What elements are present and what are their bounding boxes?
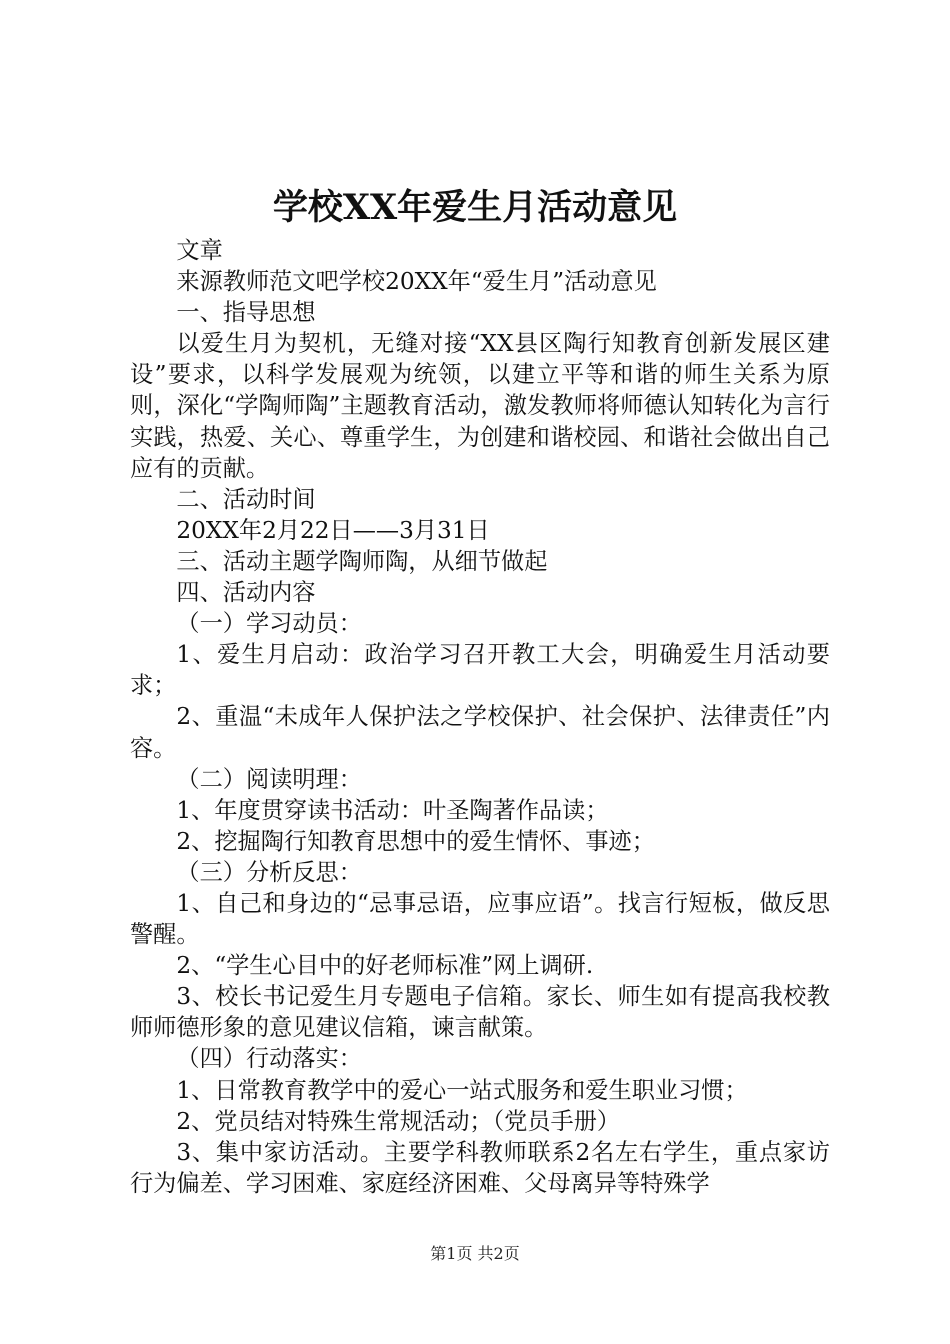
paragraph: 3、集中家访活动。主要学科教师联系2名左右学生，重点家访行为偏差、学习困难、家庭经济困难、父母离异等特殊学 bbox=[130, 1138, 830, 1197]
page-footer: 第1页 共2页 bbox=[430, 1244, 520, 1263]
paragraph: （三）分析反思： bbox=[176, 858, 362, 886]
paragraph: （二）阅读明理： bbox=[176, 765, 362, 793]
document-body bbox=[130, 235, 830, 1199]
paragraph: 四、活动内容 bbox=[176, 579, 316, 607]
paragraph: 来源教师范文吧学校20XX年“爱生月”活动意见 bbox=[176, 268, 657, 296]
paragraph: 文章 bbox=[176, 237, 223, 264]
paragraph: 1、爱生月启动：政治学习召开教工大会，明确爱生月活动要求； bbox=[130, 641, 830, 700]
paragraph: 20XX年2月22日——3月31日 bbox=[176, 516, 490, 544]
paragraph: 3、校长书记爱生月专题电子信箱。家长、师生如有提高我校教师师德形象的意见建议信箱，谏言献策。 bbox=[130, 983, 830, 1042]
paragraph: 2、挖掘陶行知教育思想中的爱生情怀、事迹； bbox=[176, 827, 655, 855]
paragraph: 1、年度贯穿读书活动：叶圣陶著作品读； bbox=[176, 796, 609, 824]
paragraph: 2、“学生心目中的好老师标准”网上调研. bbox=[176, 952, 594, 980]
document-title: 学校XX年爱生月活动意见 bbox=[272, 187, 678, 228]
paragraph: 一、指导思想 bbox=[176, 299, 316, 327]
paragraph: 三、活动主题学陶师陶，从细节做起 bbox=[176, 547, 548, 575]
paragraph: 二、活动时间 bbox=[176, 485, 316, 513]
paragraph: 1、日常教育教学中的爱心一站式服务和爱生职业习惯； bbox=[176, 1076, 748, 1104]
paragraph: 以爱生月为契机，无缝对接“XX县区陶行知教育创新发展区建设”要求，以科学发展观为统领，以建立平等和谐的师生关系为原则，深化“学陶师陶”主题教育活动，激发教师将师德认知转化为言行实践，热爱、关心、尊重学生，为创建和谐校园、和谐社会做出自己应有的贡献。 bbox=[130, 330, 830, 482]
paragraph: 2、党员结对特殊生常规活动；（党员手册） bbox=[176, 1107, 621, 1135]
paragraph: 1、自己和身边的“忌事忌语，应事应语”。找言行短板，做反思警醒。 bbox=[130, 889, 830, 949]
paragraph: （四）行动落实： bbox=[176, 1045, 362, 1073]
paragraph: 2、重温“未成年人保护法之学校保护、社会保护、法律责任”内容。 bbox=[130, 703, 830, 762]
paragraph: （一）学习动员： bbox=[176, 610, 362, 638]
